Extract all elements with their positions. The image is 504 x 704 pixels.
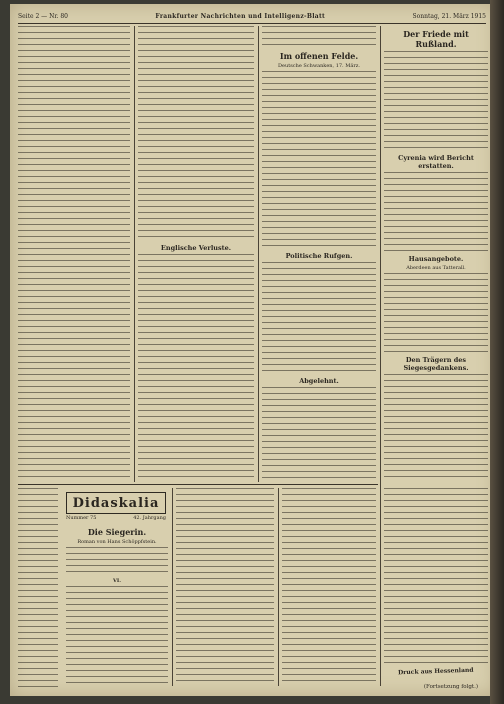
column-4-text-c [384,273,488,353]
lower-column-4-text [384,488,488,664]
column-3-text-b [262,71,376,249]
lower-column-1-text [18,488,58,688]
column-2 [138,26,254,482]
lower-column-3-text [282,488,376,686]
continuation-note: (Fortsetzung folgt.) [423,684,478,690]
feuilleton-story [66,524,168,690]
section-title-im-offenen-felde: Im offenen Felde. [279,51,359,61]
print-stamp: Druck aus Hessenland [397,666,474,677]
section-subtitle: Aberdeen aus Tatterall. [406,265,466,271]
column-4-text-b [384,172,488,252]
column-divider [380,26,381,686]
feuilleton-info [66,515,166,521]
story-title: Die Siegerin. [87,527,147,537]
chapter-number: VI. [113,578,121,584]
header-rule [18,23,486,24]
section-title-englische-verluste: Englische Verluste. [160,244,232,252]
column-4 [384,26,488,482]
column-divider [258,26,259,482]
column-divider [278,488,279,686]
header-date: Sonntag, 21. März 1915 [412,12,486,20]
feuilleton-rule [18,484,378,485]
column-4-text-a [384,51,488,151]
column-4-text-d [384,374,488,482]
section-title-hausangebote: Hausangebote. [408,255,464,263]
feuilleton-year: 42. Jahrgang [133,515,166,521]
lower-column-2-text [176,488,274,686]
column-1-text [18,26,130,482]
section-title-siegesgedanken: Den Trägern des Siegesgedankens. [403,356,469,372]
column-1 [18,26,130,482]
lower-column-1 [18,488,58,688]
section-title-politische-rufgen: Politische Rufgen. [285,252,353,260]
column-3 [262,26,376,482]
column-2-text-a [138,26,254,241]
header-left: Seite 2 — Nr. 80 [18,12,68,20]
section-title-abgelehnt: Abgelehnt. [299,377,339,385]
newspaper-page [10,4,496,696]
column-3-text-c [262,262,376,374]
dateline: Deutsche Schwanken, 17. März. [278,63,360,69]
story-author: Roman von Hans Schöppfstein. [77,539,157,545]
header-title: Frankfurter Nachrichten und Intelligenz-Blatt [155,12,326,20]
feuilleton-masthead: Didaskalia [66,492,166,514]
binding-edge [490,0,504,704]
lower-column-2 [176,488,274,686]
column-3-text-d [262,387,376,482]
story-text-a [66,547,168,577]
page-header [18,10,486,22]
column-divider [172,488,173,686]
story-text-b [66,586,168,686]
column-2-text-b [138,254,254,482]
column-3-text-a [262,26,376,48]
section-title-cyrenia: Cyrenia wird Bericht erstatten. [398,154,474,170]
lower-column-4 [384,488,488,664]
column-divider [134,26,135,482]
section-title-friede-russland: Der Friede mit Rußland. [403,29,469,49]
lower-column-3 [282,488,376,686]
feuilleton-number: Nummer 75 [66,515,97,521]
